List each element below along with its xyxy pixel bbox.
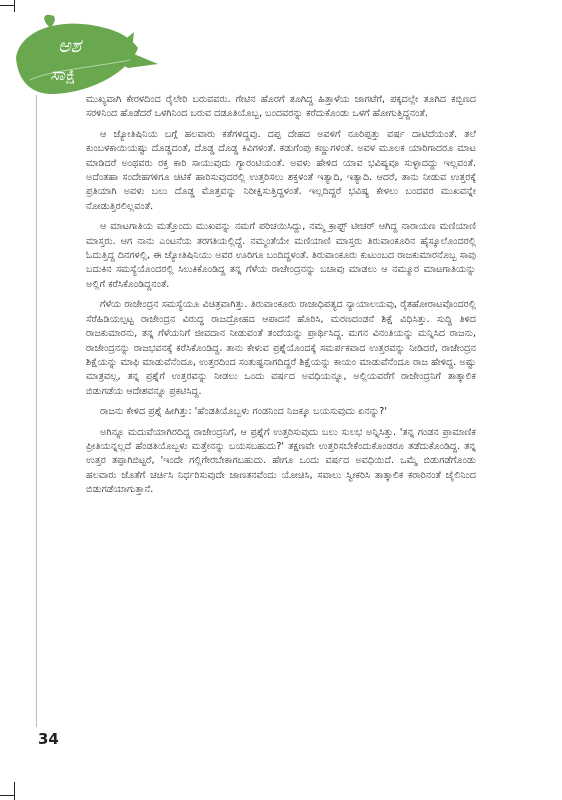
margin-rule [36, 95, 37, 727]
article-paragraph: ಮುಖ್ಯವಾಗಿ ಕೇರಳದಿಂದ ರೈಲೇರಿ ಬರುವವರು. ಗೇಟಿನ ಹೊರಗೆ ತೂಗಿದ್ದ ಹಿತ್ತಾಳೆಯ ಜಾಗಟೆಗೆ, ಪಕ್ಕದಲ್ಲೇ ತೂಗಿದ ಕಬ್ಬಿಣದ ಸರಳಿನಿಂದ ಹೊಡೆದರೆ ಒಳಗಿನಿಂದ ಬರುವ ದಡೂತಿಯೊಬ್ಬ, ಬಂದವರನ್ನು ಕರೆದುಕೊಂಡು ಒಳಗೆ ಹೋಗುತ್ತಿದ್ದನಂತೆ. [86, 94, 476, 120]
crop-mark-bottom-left-vertical [14, 782, 15, 800]
crop-mark-bottom-left-horizontal [0, 795, 14, 796]
logo-text-line1: ಅಶ [58, 35, 81, 57]
logo-text-line2: ಸಾಕ್ಷಿ [50, 65, 76, 85]
page-number: 34 [38, 730, 59, 748]
crop-mark-top-left-horizontal [0, 5, 14, 6]
article-body [86, 93, 476, 504]
article-paragraph: ರಾಜನು ಕೇಳಿದ ಪ್ರಶ್ನೆ ಹೀಗಿತ್ತು: 'ಹೆಂಡತಿಯೊಬ್ಬಳು ಗಂಡನಿಂದ ನಿಜಕ್ಕೂ ಬಯಸುವುದು ಏನನ್ನು?' [100, 406, 388, 418]
article-paragraph: ಗೆಳೆಯ ರಾಜೇಂದ್ರನ ಸಮಸ್ಯೆಯೂ ವಿಚಿತ್ರವಾಗಿತ್ತು. ತಿರುವಾಂಕೂರು ರಾಜಾಧಿಪತ್ಯದ ನ್ಯಾಯಾಲಯವು, ರೈತಹೋರಾಟವೊಂದರಲ್ಲಿ ಸೆರೆಹಿಡಿಯಲ್ಪಟ್ಟ ರಾಜೇಂದ್ರನ ವಿರುದ್ಧ ರಾಜದ್ರೋಹದ ಆಪಾದನೆ ಹೊರಿಸಿ, ಮರಣದಂಡನೆ ಶಿಕ್ಷೆ ವಿಧಿಸಿತ್ತು. ಸುದ್ದಿ ತಿಳಿದ ರಾಜಕುಮಾರನು, ತನ್ನ ಗೆಳೆಯನಿಗೆ ಜೀವದಾನ ನೀಡುವಂತೆ ತಂದೆಯನ್ನು ಪ್ರಾರ್ಥಿಸಿದ್ದ. ಮಗನ ವಿನಂತಿಯನ್ನು ಮನ್ನಿಸಿದ ರಾಜನು, ರಾಜೇಂದ್ರನನ್ನು ರಾಜಭವನಕ್ಕೆ ಕರೆಸಿಕೊಂಡಿದ್ದ. ತಾನು ಕೇಳುವ ಪ್ರಶ್ನೆಯೊಂದಕ್ಕೆ ಸಮರ್ಪಕವಾದ ಉತ್ತರವನ್ನು ನೀಡಿದರೆ, ರಾಜೇಂದ್ರನ ಶಿಕ್ಷೆಯನ್ನು ಮಾಫಿ ಮಾಡುವೆನೆಂದೂ, ಉತ್ತರದಿಂದ ಸಂತುಷ್ಟನಾಗದಿದ್ದರೆ ಶಿಕ್ಷೆಯನ್ನು ಕಾಯಂ ಮಾಡುವೆನೆಂದೂ ರಾಜ ಹೇಳಿದ್ದ. ಅಷ್ಟು ಮಾತ್ರವಲ್ಲ, ತನ್ನ ಪ್ರಶ್ನೆಗೆ ಉತ್ತರವನ್ನು ನೀಡಲು ಒಂದು ವರ್ಷದ ಅವಧಿಯನ್ನೂ, ಅಲ್ಲಿಯವರೆಗೆ ರಾಜೇಂದ್ರನಿಗೆ ತಾತ್ಕಾಲಿಕ ಬಿಡುಗಡೆಯ ಆದೇಶವನ್ನೂ ಪ್ರಕಟಿಸಿದ್ದ. [86, 299, 476, 397]
magazine-logo [10, 10, 160, 105]
article-paragraph: ಆ ಮಾಟಗಾತಿಯ ಮತ್ತೊಂದು ಮುಖವನ್ನು ನಮಗೆ ಪರಿಚಯಿಸಿದ್ದು, ನಮ್ಮ ಕ್ರಾಫ್ಟ್ ಟೀಚರ್ ಆಗಿದ್ದ ನಾರಾಯಣ ಮಣಿಯಾಣಿ ಮಾಸ್ತರು. ಆಗ ನಾನು ಎಂಟನೆಯ ತರಗತಿಯಲ್ಲಿದ್ದೆ. ನಮ್ಮಂತೆಯೇ ಮಣಿಯಾಣಿ ಮಾಸ್ತರು ತಿರುವಾಂಕೂರಿನ ಹೈಸ್ಕೂಲೊಂದರಲ್ಲಿ ಓದುತ್ತಿದ್ದ ದಿನಗಳಲ್ಲಿ, ಈ ಜ್ಯೋತಿಷಿನಿಯು ಅವರ ಊರಿಗೂ ಬಂದಿದ್ದಳಂತೆ. ತಿರುವಾಂಕೂರು ಕುಟುಂಬದ ರಾಜಕುಮಾರನೊಬ್ಬ ಸಾವು ಬದುಕಿನ ಸಮಸ್ಯೆಯೊಂದರಲ್ಲಿ ಸಿಲುಕಿಕೊಂಡಿದ್ದ ತನ್ನ ಗೆಳೆಯ ರಾಜೇಂದ್ರನನ್ನು ಬಚಾವು ಮಾಡಲು ಆ ನಮ್ಮೂರ ಮಾಟಗಾತಿಯನ್ನು ಅಲ್ಲಿಗೆ ಕರೆಸಿಕೊಂಡಿದ್ದನಂತೆ. [86, 221, 476, 290]
leaf-logo-icon [10, 10, 160, 105]
article-paragraph: ಅಗಿನ್ನೂ ಮದುವೆಯಾಗಿರದಿದ್ದ ರಾಜೇಂದ್ರನಿಗೆ, ಆ ಪ್ರಶ್ನೆಗೆ ಉತ್ತರಿಸುವುದು ಬಲು ಸುಲಭ ಅನ್ನಿಸಿತ್ತು. 'ತನ್ನ ಗಂಡನ ಪ್ರಾಮಾಣಿಕ ಪ್ರೀತಿಯನ್ನಲ್ಲದೆ ಹೆಂಡತಿಯೊಬ್ಬಳು ಮತ್ತೇನನ್ನು ಬಯಸಬಹುದು?' ತಕ್ಷಣವೇ ಉತ್ತರಿಸಬೇಕೆಂದುಕೊಂಡರೂ ತಡೆದುಕೊಂಡಿದ್ದ. ತನ್ನ ಉತ್ತರ ತಪ್ಪಾಗಿಬಿಟ್ಟರೆ, 'ಇಂದೇ ಗಲ್ಲಿಗೇರಬೇಕಾಗಬಹುದು. ಹೇಗೂ ಒಂದು ವರ್ಷದ ಅವಧಿಯಿದೆ. ಒಮ್ಮೆ ಬಿಡುಗಡೆಗೊಂಡು ಹಲವಾರು ಜೊತೆಗೆ ಚರ್ಚಿಸಿ ನಿರ್ಧರಿಸುವುದೇ ಜಾಣತನವೆಂದು ಯೋಚಿಸಿ, ಸವಾಲು ಸ್ವೀಕರಿಸಿ ತಾತ್ಕಾಲಿಕ ಕರಾರಿನಂತೆ ಜೈಲಿನಿಂದ ಬಿಡುಗಡೆಯಾಗುತ್ತಾನೆ. [86, 426, 476, 496]
article-paragraph: ಆ ಜ್ಯೋತಿಷಿನಿಯ ಬಗ್ಗೆ ಹಲವಾರು ಕತೆಗಳಿದ್ದವು. ದಪ್ಪ ದೇಹದ ಅವಳಿಗೆ ನೂರಿಪ್ಪತ್ತು ವರ್ಷ ದಾಟಿದೆಯಂತೆ. ತಲೆ ಕುಂಬಳಕಾಯಿಯಷ್ಟು ದೊಡ್ಡದಂತೆ, ದೊಡ್ಡ ದೊಡ್ಡ ಕಿವಿಗಳಂತೆ. ಕಡುಗೆಂಪು ಕಣ್ಣುಗಳಂತೆ. ಅವಳ ಮೂಲಕ ಯಾರಿಗಾದರೂ ಮಾಟ ಮಾಡಿದರೆ ಅಂಥವರು ರಕ್ತ ಕಾರಿ ಸಾಯುವುದು ಗ್ಯಾರಂಟಿಯಂತೆ. ಅವಳು ಹೇಳಿದ ಯಾವ ಭವಿಷ್ಯವೂ ಸುಳ್ಳಾದದ್ದು ಇಲ್ಲವಂತೆ. ಅದೆಂತಹಾ ಸಂದೇಹಗಳಿಗೂ ಚಿಟಿಕೆ ಹಾರಿಸುವುದರಲ್ಲಿ ಉತ್ತರಿಸಲು ಶಕ್ತಳಂತೆ ಇತ್ಯಾದಿ, ಇತ್ಯಾದಿ. ಆದರೆ, ತಾನು ನೀಡುವ ಉತ್ತರಕ್ಕೆ ಪ್ರತಿಯಾಗಿ ಅವಳು ಬಲು ದೊಡ್ಡ ಮೊತ್ತವನ್ನು ನಿರೀಕ್ಷಿಸುತ್ತಿದ್ದಳಂತೆ. ಇಲ್ಲದಿದ್ದರೆ ಭವಿಷ್ಯ ಕೇಳಲು ಬಂದವರ ಮುಖವನ್ನೇ ನೋಡುತ್ತಿರಲಿಲ್ಲವಂತೆ. [86, 128, 476, 212]
